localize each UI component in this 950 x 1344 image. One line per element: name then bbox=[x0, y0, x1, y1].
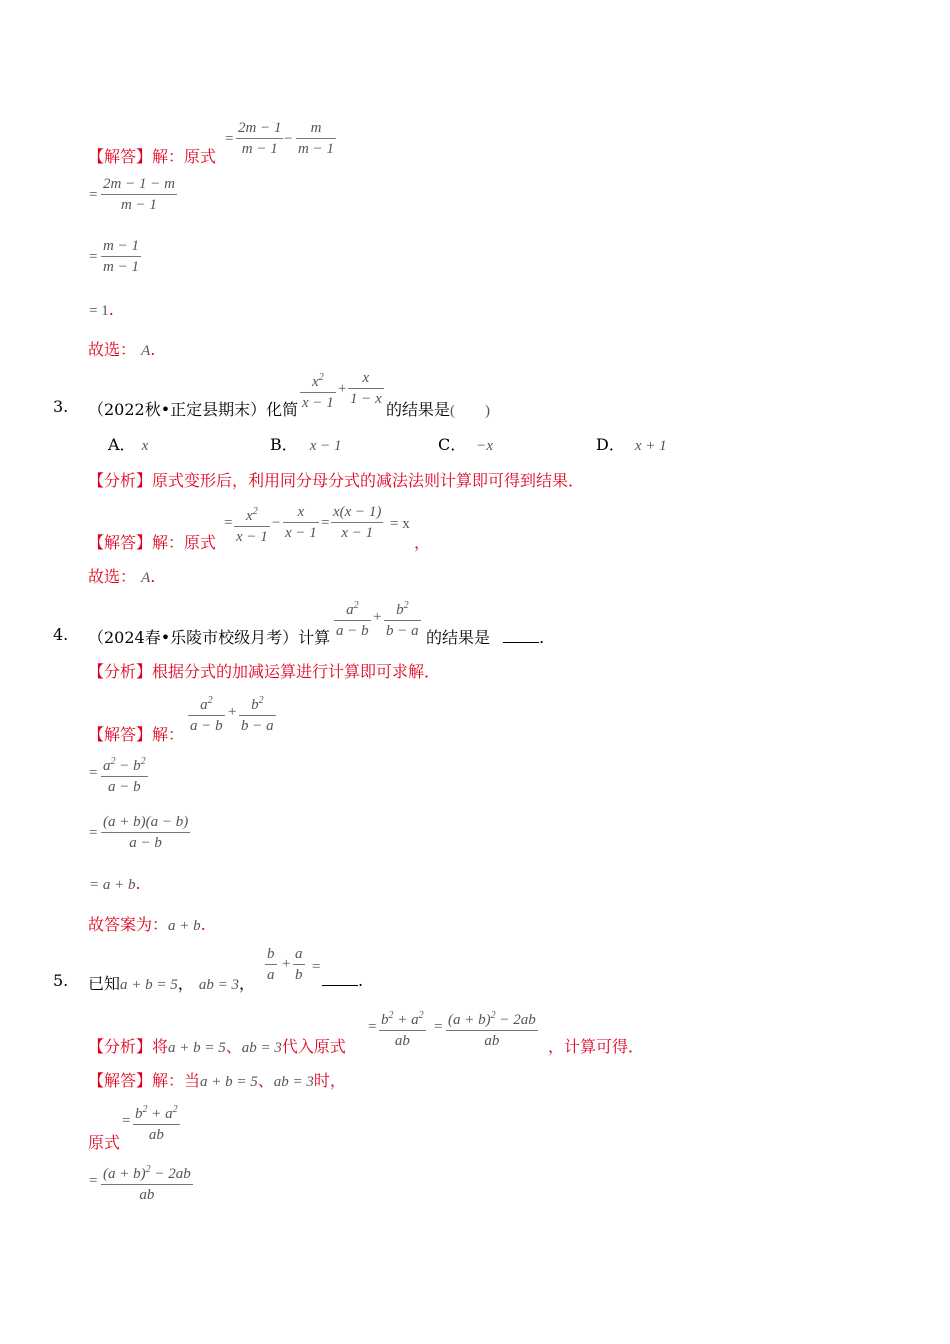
equals-sign: = bbox=[224, 515, 233, 531]
original-label: 原式 bbox=[88, 1133, 121, 1152]
equals-sign: = bbox=[225, 131, 234, 147]
choice-line: 故选： A. bbox=[88, 340, 156, 359]
plus-sign: + bbox=[228, 704, 237, 720]
question-source: （2022秋•正定县期末）化简 bbox=[88, 400, 299, 419]
fraction: $x^2$ x − 1 bbox=[236, 506, 268, 545]
fraction: $b^2 + a^2$ ab bbox=[381, 1010, 424, 1049]
fraction: $(a + b)^2 - 2ab$ ab bbox=[103, 1164, 191, 1203]
plus-sign: + bbox=[373, 609, 382, 625]
answer-label: 【解答】解：原式 bbox=[88, 147, 217, 166]
fraction: x(x − 1) x − 1 bbox=[333, 504, 382, 541]
analysis-tail: ，计算可得． bbox=[548, 1037, 645, 1056]
fraction: a b bbox=[295, 946, 303, 983]
equals-sign: = bbox=[89, 249, 98, 265]
equals-sign: = bbox=[122, 1113, 131, 1129]
option-d[interactable]: D． x + 1 bbox=[596, 435, 667, 454]
fraction: 2m − 1 m − 1 bbox=[238, 120, 282, 157]
equals-sign: = bbox=[89, 187, 98, 203]
option-c[interactable]: C． −x bbox=[438, 435, 494, 454]
question-number: 3. bbox=[53, 397, 69, 416]
result-line: = 1. bbox=[89, 300, 114, 319]
fraction: $(a + b)^2 - 2ab$ ab bbox=[448, 1010, 536, 1049]
equals-sign: = bbox=[321, 515, 330, 531]
minus-sign: − bbox=[284, 131, 293, 147]
fraction: $b^2$ b − a bbox=[386, 600, 419, 639]
answer-label: 【解答】解：当a + b = 5、ab = 3时， bbox=[88, 1071, 346, 1090]
question-number: 5. bbox=[53, 971, 69, 990]
equals-sign: = bbox=[89, 825, 98, 841]
fraction: $a^2$ a − b bbox=[190, 695, 223, 734]
equals-sign: = bbox=[312, 959, 321, 975]
question-source: （2024春•乐陵市校级月考）计算 bbox=[88, 628, 331, 647]
result-line: = a + b. bbox=[89, 874, 141, 893]
question-suffix: 的结果是 . bbox=[426, 628, 545, 647]
answer-blank-line: . bbox=[322, 971, 363, 990]
equals-sign: = bbox=[368, 1019, 377, 1035]
analysis-text: 【分析】根据分式的加减运算进行计算即可求解． bbox=[88, 662, 441, 681]
answer-blank[interactable] bbox=[503, 628, 539, 643]
option-b[interactable]: B． x − 1 bbox=[270, 435, 342, 454]
fraction: $x^2$ x − 1 bbox=[302, 372, 334, 411]
plus-sign: + bbox=[338, 381, 347, 397]
analysis-text: 【分析】将a + b = 5、ab = 3代入原式 bbox=[88, 1037, 346, 1056]
answer-label: 【解答】解： bbox=[88, 725, 185, 744]
final-answer: 故答案为：a + b. bbox=[88, 915, 206, 934]
fraction: $b^2 + a^2$ ab bbox=[135, 1104, 178, 1143]
question-number: 4. bbox=[53, 625, 69, 644]
plus-sign: + bbox=[282, 956, 291, 972]
fraction: x 1 − x bbox=[350, 370, 382, 407]
equals-sign: = bbox=[89, 765, 98, 781]
minus-sign: − bbox=[272, 515, 281, 531]
option-a[interactable]: A． x bbox=[108, 435, 149, 454]
fraction: $b^2$ b − a bbox=[241, 695, 274, 734]
choice-line: 故选： A. bbox=[88, 567, 156, 586]
fraction: (a + b)(a − b) a − b bbox=[103, 814, 189, 851]
question-text: 已知a + b = 5， ab = 3， bbox=[88, 974, 256, 993]
fraction: m m − 1 bbox=[298, 120, 334, 157]
question-suffix: 的结果是( ) bbox=[386, 400, 491, 419]
equals-sign: = bbox=[434, 1019, 443, 1035]
fraction: 2m − 1 − m m − 1 bbox=[103, 176, 175, 213]
equals-sign: = bbox=[89, 1173, 98, 1189]
result-tail: = x bbox=[390, 516, 410, 532]
fraction: m − 1 m − 1 bbox=[103, 238, 139, 275]
comma: ， bbox=[414, 533, 431, 552]
fraction: x x − 1 bbox=[285, 504, 317, 541]
fraction: $a^2$ a − b bbox=[336, 600, 369, 639]
analysis-text: 【分析】原式变形后，利用同分母分式的减法法则计算即可得到结果． bbox=[88, 471, 585, 490]
fraction: $a^2 - b^2$ a − b bbox=[103, 756, 146, 795]
fraction: b a bbox=[267, 946, 275, 983]
answer-blank[interactable] bbox=[322, 971, 358, 986]
answer-label: 【解答】解：原式 bbox=[88, 533, 217, 552]
